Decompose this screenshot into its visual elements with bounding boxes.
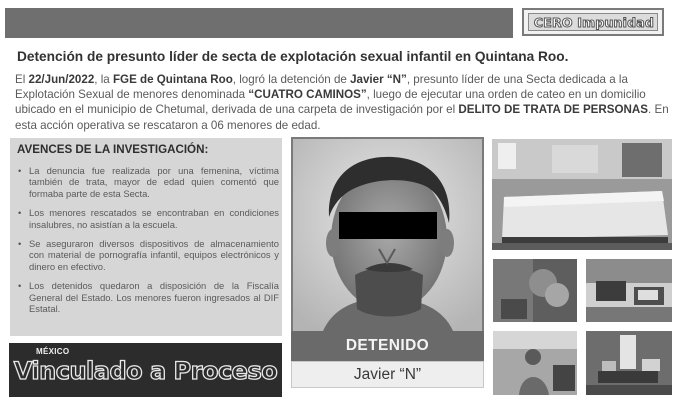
intro-text: , la — [94, 73, 113, 86]
evidence-photo-devices — [586, 331, 672, 395]
event-date: 22/Jun/2022 — [28, 73, 95, 86]
intro-text: , logró la detención de — [232, 73, 351, 86]
list-item: • Los detenidos quedaron a disposición de la Fiscalía General del Estado. Los menores fueron ingresados al DIF Estatal. — [15, 280, 279, 314]
panel-title: AVENCES DE LA INVESTIGACIÓN: — [17, 143, 209, 156]
cero-impunidad-logo — [522, 8, 664, 36]
banner-text: Vinculado a Proceso — [13, 357, 278, 385]
top-banner-bar — [5, 8, 513, 38]
suspect-name: Javier “N” — [350, 73, 407, 86]
vinculado-banner — [9, 343, 282, 397]
headline: Detención de presunto líder de secta de explotación sexual infantil en Quintana Roo. — [17, 49, 569, 64]
evidence-photo-person — [493, 331, 577, 395]
detainee-status: DETENIDO — [291, 331, 484, 361]
list-item: • La denuncia fue realizada por una femenina, víctima también de trata, mayor de edad quien comentó que formaba parte de esta Secta. — [15, 165, 279, 199]
banner-tag: MÉXICO — [36, 347, 70, 356]
intro-text: . En esta acción operativa se rescataron a 06 menores de edad. — [15, 103, 669, 132]
investigation-panel — [10, 138, 282, 336]
intro-paragraph — [15, 72, 681, 133]
intro-text: , luego de ejecutar una orden de cateo en un domicilio ubicado en el municipio de Chetumal, derivada de una carpeta de investigación por el — [15, 88, 646, 117]
intro-text: El — [15, 73, 29, 86]
detainee-card — [291, 137, 484, 388]
mugshot-photo — [293, 139, 482, 331]
agency-name: FGE de Quintana Roo — [112, 73, 233, 86]
crime-name: DELITO DE TRATA DE PERSONAS — [458, 103, 649, 117]
logo-plate — [528, 13, 658, 31]
investigation-list — [15, 165, 279, 322]
evidence-photo-room — [493, 259, 577, 322]
evidence-photo-computer — [586, 259, 672, 322]
sect-name: “CUATRO CAMINOS” — [248, 88, 367, 102]
intro-text: , presunto líder de una Secta dedicada a la Explotación Sexual de menores denominada — [15, 73, 628, 102]
list-item: • Se aseguraron diversos dispositivos de almacenamiento con material de pornografía infantil, equipos electrónicos y dinero en efectivo. — [15, 238, 279, 272]
logo-text: CERO Impunidad — [533, 15, 655, 30]
list-item: • Los menores rescatados se encontraban en condiciones insalubres, no asistían a la escuela. — [15, 207, 279, 230]
detainee-name: Javier “N” — [291, 361, 484, 388]
evidence-photo-bedroom — [492, 139, 672, 250]
